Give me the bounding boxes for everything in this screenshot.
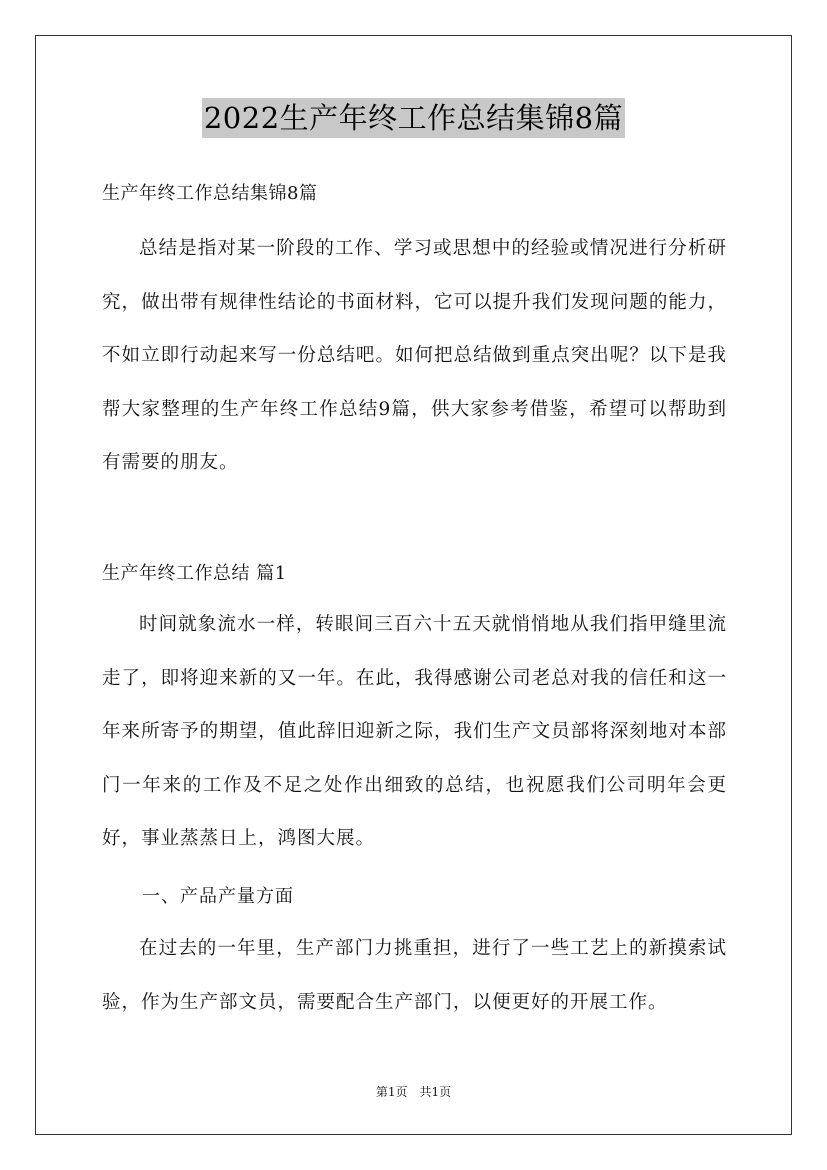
- body-paragraph-1: 时间就象流水一样，转眼间三百六十五天就悄悄地从我们指甲缝里流走了，即将迎来新的又一年。在此，我得感谢公司老总对我的信任和这一年来所寄予的期望，值此辞旧迎新之际，我们生产文员部将深刻地对本部门一年来的工作及不足之处作出细致的总结，也祝愿我们公司明年会更好，事业蒸蒸日上，鸿图大展。: [102, 614, 727, 849]
- intro-paragraph: 总结是指对某一阶段的工作、学习或思想中的经验或情况进行分析研究，做出带有规律性结论的书面材料，它可以提升我们发现问题的能力，不如立即行动起来写一份总结吧。如何把总结做到重点突出呢？以下是我帮大家整理的生产年终工作总结9篇，供大家参考借鉴，希望可以帮助到有需要的朋友。: [102, 238, 727, 473]
- body-paragraph-2: 在过去的一年里，生产部门力挑重担，进行了一些工艺上的新摸索试验，作为生产部文员，需要配合生产部门，以便更好的开展工作。: [102, 938, 727, 1013]
- title-container: [0, 98, 827, 138]
- section-heading-1: 一、产品产量方面: [142, 886, 294, 907]
- section-title: 生产年终工作总结 篇1: [102, 563, 287, 584]
- document-subtitle: 生产年终工作总结集锦8篇: [102, 183, 318, 204]
- document-title: 2022生产年终工作总结集锦8篇: [202, 98, 625, 138]
- page-footer: 第1页 共1页: [375, 1085, 452, 1099]
